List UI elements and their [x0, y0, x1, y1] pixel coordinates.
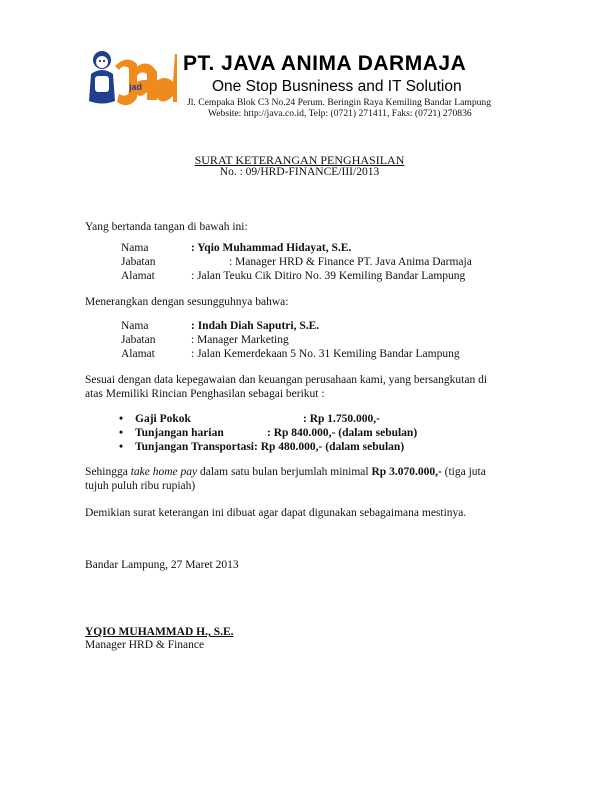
logo-lettering: jad — [129, 82, 143, 92]
bullet-icon: • — [119, 441, 124, 453]
signer-position-value: : Manager HRD & Finance PT. Java Anima Darmaja — [229, 256, 472, 268]
bullet-icon: • — [119, 427, 124, 439]
total-amount: Rp 3.070.000,- — [371, 466, 442, 478]
employee-name-label: Nama — [121, 320, 149, 332]
total-pre: Sehingga — [85, 466, 131, 478]
letter-number: No. : 09/HRD-FINANCE/III/2013 — [219, 166, 380, 178]
employee-address-value: : Jalan Kemerdekaan 5 No. 31 Kemiling Bandar Lampung — [191, 348, 460, 360]
benefit-name: Tunjangan Transportasi — [135, 441, 254, 453]
total-italic: take home pay — [130, 466, 198, 478]
body-line-1: Sesuai dengan data kepegawaian dan keuangan perusahaan kami, yang bersangkutan di — [85, 374, 488, 386]
letter-title: SURAT KETERANGAN PENGHASILAN — [194, 153, 405, 167]
benefit-item — [119, 427, 417, 439]
signer-name-label: Nama — [121, 242, 149, 254]
employee-name-value: : Indah Diah Saputri, S.E. — [191, 320, 320, 332]
benefit-value: : Rp 480.000,- (dalam sebulan) — [254, 441, 405, 453]
body-line-2: atas Memiliki Rincian Penghasilan sebagai berikut : — [85, 388, 325, 400]
signer-address-label: Alamat — [121, 270, 155, 282]
employee-position-row — [121, 334, 289, 346]
signer-name-row — [121, 242, 351, 254]
total-line-1 — [85, 466, 486, 478]
benefit-item — [119, 441, 404, 453]
place-date: Bandar Lampung, 27 Maret 2013 — [85, 559, 239, 571]
signer-name-value: : Yqio Muhammad Hidayat, S.E. — [191, 242, 352, 254]
benefit-name: Gaji Pokok — [135, 413, 191, 425]
company-logo — [85, 46, 177, 112]
benefit-name: Tunjangan harian — [135, 427, 224, 439]
employee-position-label: Jabatan — [121, 334, 156, 346]
closing-line: Demikian surat keterangan ini dibuat agar dapat digunakan sebagaimana mestinya. — [85, 507, 467, 519]
employee-position-value: : Manager Marketing — [191, 334, 289, 346]
benefit-value: : Rp 840.000,- (dalam sebulan) — [267, 427, 418, 439]
signer-address-row — [121, 270, 465, 282]
benefit-item — [119, 413, 380, 425]
company-contact: Website: http://java.co.id, Telp: (0721) 271411, Faks: (0721) 270836 — [208, 108, 472, 119]
employee-address-row — [121, 348, 460, 360]
signer-position-row — [121, 256, 472, 268]
company-tagline: One Stop Busniness and IT Solution — [212, 78, 462, 95]
signature-title: Manager HRD & Finance — [85, 639, 205, 651]
signer-address-value: : Jalan Teuku Cik Ditiro No. 39 Kemiling Bandar Lampung — [191, 270, 466, 282]
benefit-value: : Rp 1.750.000,- — [303, 413, 380, 425]
company-name: PT. JAVA ANIMA DARMAJA — [183, 52, 467, 75]
employee-address-label: Alamat — [121, 348, 155, 360]
opening-line: Yang bertanda tangan di bawah ini: — [85, 221, 248, 233]
total-line-2: tujuh puluh ribu rupiah) — [85, 480, 196, 492]
employee-name-row — [121, 320, 319, 332]
bullet-icon: • — [119, 413, 124, 425]
signature-name: YQIO MUHAMMAD H., S.E. — [85, 626, 234, 638]
statement-line: Menerangkan dengan sesungguhnya bahwa: — [85, 296, 289, 308]
company-address: Jl. Cempaka Blok C3 No.24 Perum. Beringin Raya Kemiling Bandar Lampung — [187, 97, 492, 108]
signer-position-label: Jabatan — [121, 256, 156, 268]
total-mid: dalam satu bulan berjumlah minimal — [197, 466, 372, 478]
total-post: (tiga juta — [441, 466, 486, 478]
